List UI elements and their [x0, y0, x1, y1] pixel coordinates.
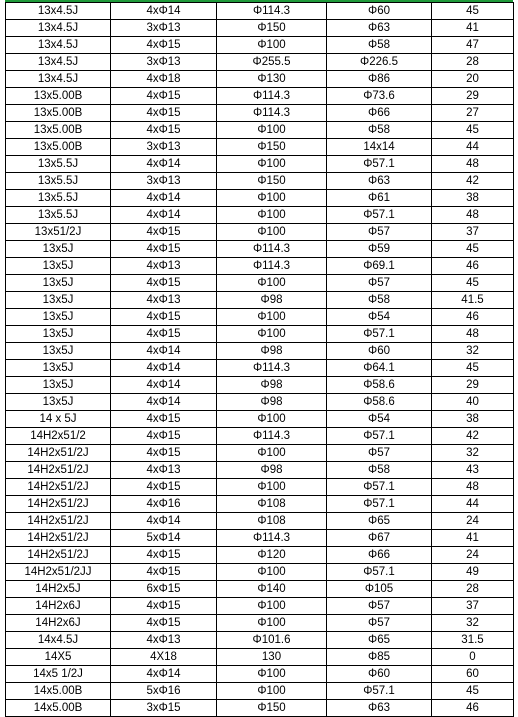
offset-cell: 45 [432, 360, 514, 377]
size-cell: 13x5.00B [6, 105, 111, 122]
center-bore-cell: Φ57 [327, 275, 432, 292]
size-cell: 13x5.00B [6, 139, 111, 156]
table-row [6, 326, 514, 343]
size-cell: 13x5.5J [6, 190, 111, 207]
table-row [6, 683, 514, 700]
bolt-pattern-cell: 4xΦ13 [111, 632, 217, 649]
pcd-cell: Φ114.3 [217, 258, 327, 275]
size-cell: 14H2x6J [6, 598, 111, 615]
center-bore-cell: Φ58 [327, 462, 432, 479]
center-bore-cell: Φ58.6 [327, 377, 432, 394]
size-cell: 14H2x51/2J [6, 513, 111, 530]
bolt-pattern-cell: 4xΦ16 [111, 496, 217, 513]
offset-cell: 43 [432, 462, 514, 479]
center-bore-cell: Φ57.1 [327, 207, 432, 224]
center-bore-cell: Φ63 [327, 173, 432, 190]
bolt-pattern-cell: 4xΦ15 [111, 224, 217, 241]
size-cell: 13x5J [6, 241, 111, 258]
pcd-cell: Φ150 [217, 700, 327, 717]
table-row [6, 71, 514, 88]
size-cell: 13x5.00B [6, 122, 111, 139]
center-bore-cell: Φ86 [327, 71, 432, 88]
bolt-pattern-cell: 3xΦ13 [111, 173, 217, 190]
center-bore-cell: Φ105 [327, 581, 432, 598]
offset-cell: 32 [432, 343, 514, 360]
pcd-cell: Φ100 [217, 411, 327, 428]
table-row [6, 88, 514, 105]
center-bore-cell: 14x14 [327, 139, 432, 156]
size-cell: 13x4.5J [6, 3, 111, 20]
size-cell: 14x5.00B [6, 683, 111, 700]
table-row [6, 292, 514, 309]
pcd-cell: Φ114.3 [217, 241, 327, 258]
size-cell: 13x4.5J [6, 71, 111, 88]
offset-cell: 48 [432, 479, 514, 496]
offset-cell: 45 [432, 683, 514, 700]
center-bore-cell: Φ58.6 [327, 394, 432, 411]
table-row [6, 54, 514, 71]
bolt-pattern-cell: 4xΦ15 [111, 479, 217, 496]
bolt-pattern-cell: 3xΦ13 [111, 139, 217, 156]
bolt-pattern-cell: 4xΦ13 [111, 462, 217, 479]
offset-cell: 0 [432, 649, 514, 666]
bolt-pattern-cell: 4xΦ13 [111, 258, 217, 275]
center-bore-cell: Φ58 [327, 37, 432, 54]
table-row [6, 411, 514, 428]
size-cell: 14H2x51/2J [6, 462, 111, 479]
offset-cell: 48 [432, 326, 514, 343]
pcd-cell: Φ114.3 [217, 3, 327, 20]
size-cell: 13x5J [6, 326, 111, 343]
size-cell: 14H2x51/2J [6, 547, 111, 564]
offset-cell: 27 [432, 105, 514, 122]
size-cell: 13x5.5J [6, 173, 111, 190]
bolt-pattern-cell: 4xΦ14 [111, 360, 217, 377]
table-row [6, 462, 514, 479]
pcd-cell: Φ100 [217, 309, 327, 326]
size-cell: 14x5 1/2J [6, 666, 111, 683]
bolt-pattern-cell: 4xΦ15 [111, 241, 217, 258]
offset-cell: 46 [432, 309, 514, 326]
table-row [6, 530, 514, 547]
offset-cell: 41 [432, 530, 514, 547]
bolt-pattern-cell: 4xΦ15 [111, 615, 217, 632]
center-bore-cell: Φ66 [327, 105, 432, 122]
bolt-pattern-cell: 4xΦ14 [111, 343, 217, 360]
offset-cell: 29 [432, 377, 514, 394]
table-row [6, 479, 514, 496]
table-row [6, 139, 514, 156]
bolt-pattern-cell: 4xΦ14 [111, 3, 217, 20]
table-row [6, 445, 514, 462]
pcd-cell: Φ108 [217, 513, 327, 530]
center-bore-cell: Φ63 [327, 20, 432, 37]
pcd-cell: Φ100 [217, 190, 327, 207]
offset-cell: 24 [432, 547, 514, 564]
pcd-cell: Φ255.5 [217, 54, 327, 71]
bolt-pattern-cell: 4xΦ14 [111, 513, 217, 530]
center-bore-cell: Φ59 [327, 241, 432, 258]
pcd-cell: Φ120 [217, 547, 327, 564]
offset-cell: 37 [432, 224, 514, 241]
table-row [6, 700, 514, 717]
offset-cell: 45 [432, 122, 514, 139]
center-bore-cell: Φ57.1 [327, 564, 432, 581]
offset-cell: 41.5 [432, 292, 514, 309]
center-bore-cell: Φ54 [327, 411, 432, 428]
size-cell: 13x5J [6, 258, 111, 275]
table-row [6, 156, 514, 173]
table-row [6, 632, 514, 649]
pcd-cell: Φ114.3 [217, 105, 327, 122]
bolt-pattern-cell: 4xΦ15 [111, 275, 217, 292]
size-cell: 14H2x51/2J [6, 445, 111, 462]
size-cell: 14X5 [6, 649, 111, 666]
table-row [6, 343, 514, 360]
offset-cell: 29 [432, 88, 514, 105]
size-cell: 13x5J [6, 309, 111, 326]
pcd-cell: Φ114.3 [217, 530, 327, 547]
bolt-pattern-cell: 4xΦ14 [111, 666, 217, 683]
pcd-cell: Φ100 [217, 598, 327, 615]
center-bore-cell: Φ67 [327, 530, 432, 547]
pcd-cell: Φ101.6 [217, 632, 327, 649]
table-row [6, 224, 514, 241]
offset-cell: 41 [432, 20, 514, 37]
pcd-cell: Φ130 [217, 71, 327, 88]
offset-cell: 44 [432, 496, 514, 513]
offset-cell: 38 [432, 190, 514, 207]
offset-cell: 24 [432, 513, 514, 530]
bolt-pattern-cell: 5xΦ14 [111, 530, 217, 547]
bolt-pattern-cell: 4xΦ18 [111, 71, 217, 88]
size-cell: 13x4.5J [6, 54, 111, 71]
pcd-cell: Φ98 [217, 343, 327, 360]
pcd-cell: Φ100 [217, 122, 327, 139]
table-row [6, 360, 514, 377]
offset-cell: 45 [432, 3, 514, 20]
size-cell: 14x4.5J [6, 632, 111, 649]
table-row [6, 377, 514, 394]
center-bore-cell: Φ57.1 [327, 496, 432, 513]
size-cell: 14H2x5J [6, 581, 111, 598]
size-cell: 14H2x51/2JJ [6, 564, 111, 581]
size-cell: 13x5J [6, 360, 111, 377]
table-row [6, 309, 514, 326]
offset-cell: 37 [432, 598, 514, 615]
size-cell: 13x4.5J [6, 20, 111, 37]
offset-cell: 45 [432, 241, 514, 258]
spec-table-container [5, 0, 513, 717]
center-bore-cell: Φ57.1 [327, 683, 432, 700]
offset-cell: 44 [432, 139, 514, 156]
size-cell: 13x5.5J [6, 207, 111, 224]
pcd-cell: Φ100 [217, 564, 327, 581]
table-row [6, 20, 514, 37]
table-row [6, 190, 514, 207]
table-row [6, 581, 514, 598]
offset-cell: 48 [432, 207, 514, 224]
wheel-spec-table [5, 2, 514, 717]
table-row [6, 173, 514, 190]
bolt-pattern-cell: 4xΦ15 [111, 428, 217, 445]
pcd-cell: Φ100 [217, 275, 327, 292]
size-cell: 14H2x51/2J [6, 496, 111, 513]
table-row [6, 615, 514, 632]
bolt-pattern-cell: 6xΦ15 [111, 581, 217, 598]
size-cell: 13x5J [6, 394, 111, 411]
size-cell: 13x5.00B [6, 88, 111, 105]
pcd-cell: Φ100 [217, 615, 327, 632]
pcd-cell: Φ100 [217, 224, 327, 241]
table-row [6, 547, 514, 564]
bolt-pattern-cell: 4xΦ13 [111, 292, 217, 309]
size-cell: 13x5J [6, 292, 111, 309]
pcd-cell: Φ100 [217, 683, 327, 700]
bolt-pattern-cell: 4xΦ14 [111, 377, 217, 394]
pcd-cell: Φ100 [217, 156, 327, 173]
pcd-cell: Φ98 [217, 394, 327, 411]
bolt-pattern-cell: 4xΦ14 [111, 156, 217, 173]
bolt-pattern-cell: 4xΦ15 [111, 105, 217, 122]
pcd-cell: Φ100 [217, 479, 327, 496]
table-row [6, 564, 514, 581]
center-bore-cell: Φ58 [327, 122, 432, 139]
center-bore-cell: Φ65 [327, 513, 432, 530]
offset-cell: 40 [432, 394, 514, 411]
table-row [6, 394, 514, 411]
center-bore-cell: Φ57 [327, 224, 432, 241]
center-bore-cell: Φ57 [327, 445, 432, 462]
offset-cell: 32 [432, 445, 514, 462]
offset-cell: 60 [432, 666, 514, 683]
center-bore-cell: Φ57.1 [327, 326, 432, 343]
offset-cell: 48 [432, 156, 514, 173]
pcd-cell: Φ114.3 [217, 428, 327, 445]
center-bore-cell: Φ60 [327, 666, 432, 683]
pcd-cell: Φ114.3 [217, 360, 327, 377]
offset-cell: 20 [432, 71, 514, 88]
pcd-cell: Φ100 [217, 326, 327, 343]
table-row [6, 258, 514, 275]
offset-cell: 46 [432, 700, 514, 717]
center-bore-cell: Φ65 [327, 632, 432, 649]
bolt-pattern-cell: 3xΦ13 [111, 54, 217, 71]
center-bore-cell: Φ57 [327, 615, 432, 632]
center-bore-cell: Φ85 [327, 649, 432, 666]
bolt-pattern-cell: 4xΦ15 [111, 88, 217, 105]
pcd-cell: Φ114.3 [217, 88, 327, 105]
table-row [6, 241, 514, 258]
table-row [6, 275, 514, 292]
pcd-cell: Φ150 [217, 173, 327, 190]
center-bore-cell: Φ226.5 [327, 54, 432, 71]
bolt-pattern-cell: 4xΦ14 [111, 190, 217, 207]
bolt-pattern-cell: 3xΦ15 [111, 700, 217, 717]
offset-cell: 42 [432, 173, 514, 190]
center-bore-cell: Φ58 [327, 292, 432, 309]
pcd-cell: Φ100 [217, 37, 327, 54]
size-cell: 13x5J [6, 343, 111, 360]
pcd-cell: Φ108 [217, 496, 327, 513]
pcd-cell: Φ100 [217, 445, 327, 462]
table-row [6, 496, 514, 513]
offset-cell: 28 [432, 54, 514, 71]
table-row [6, 207, 514, 224]
offset-cell: 46 [432, 258, 514, 275]
center-bore-cell: Φ57 [327, 598, 432, 615]
offset-cell: 45 [432, 275, 514, 292]
bolt-pattern-cell: 4X18 [111, 649, 217, 666]
pcd-cell: 130 [217, 649, 327, 666]
bolt-pattern-cell: 5xΦ16 [111, 683, 217, 700]
center-bore-cell: Φ57.1 [327, 156, 432, 173]
table-row [6, 513, 514, 530]
pcd-cell: Φ100 [217, 666, 327, 683]
center-bore-cell: Φ73.6 [327, 88, 432, 105]
bolt-pattern-cell: 4xΦ15 [111, 598, 217, 615]
bolt-pattern-cell: 4xΦ14 [111, 394, 217, 411]
offset-cell: 32 [432, 615, 514, 632]
table-row [6, 3, 514, 20]
bolt-pattern-cell: 4xΦ15 [111, 309, 217, 326]
offset-cell: 49 [432, 564, 514, 581]
bolt-pattern-cell: 4xΦ15 [111, 547, 217, 564]
offset-cell: 38 [432, 411, 514, 428]
size-cell: 13x5J [6, 377, 111, 394]
table-row [6, 598, 514, 615]
pcd-cell: Φ150 [217, 139, 327, 156]
center-bore-cell: Φ60 [327, 343, 432, 360]
bolt-pattern-cell: 4xΦ15 [111, 122, 217, 139]
bolt-pattern-cell: 4xΦ15 [111, 445, 217, 462]
size-cell: 14H2x51/2J [6, 530, 111, 547]
table-row [6, 649, 514, 666]
size-cell: 14H2x6J [6, 615, 111, 632]
center-bore-cell: Φ57.1 [327, 428, 432, 445]
size-cell: 14H2x51/2 [6, 428, 111, 445]
table-row [6, 428, 514, 445]
center-bore-cell: Φ54 [327, 309, 432, 326]
center-bore-cell: Φ63 [327, 700, 432, 717]
bolt-pattern-cell: 4xΦ15 [111, 37, 217, 54]
size-cell: 13x51/2J [6, 224, 111, 241]
center-bore-cell: Φ69.1 [327, 258, 432, 275]
size-cell: 13x5.5J [6, 156, 111, 173]
center-bore-cell: Φ60 [327, 3, 432, 20]
pcd-cell: Φ98 [217, 462, 327, 479]
bolt-pattern-cell: 4xΦ14 [111, 207, 217, 224]
center-bore-cell: Φ61 [327, 190, 432, 207]
bolt-pattern-cell: 3xΦ13 [111, 20, 217, 37]
center-bore-cell: Φ57.1 [327, 479, 432, 496]
offset-cell: 28 [432, 581, 514, 598]
table-row [6, 666, 514, 683]
table-row [6, 122, 514, 139]
table-body [6, 3, 514, 717]
bolt-pattern-cell: 4xΦ15 [111, 411, 217, 428]
pcd-cell: Φ150 [217, 20, 327, 37]
size-cell: 13x5J [6, 275, 111, 292]
size-cell: 13x4.5J [6, 37, 111, 54]
table-row [6, 105, 514, 122]
table-row [6, 37, 514, 54]
pcd-cell: Φ98 [217, 292, 327, 309]
bolt-pattern-cell: 4xΦ15 [111, 326, 217, 343]
size-cell: 14x5.00B [6, 700, 111, 717]
pcd-cell: Φ140 [217, 581, 327, 598]
offset-cell: 42 [432, 428, 514, 445]
size-cell: 14 x 5J [6, 411, 111, 428]
size-cell: 14H2x51/2J [6, 479, 111, 496]
center-bore-cell: Φ64.1 [327, 360, 432, 377]
pcd-cell: Φ98 [217, 377, 327, 394]
offset-cell: 47 [432, 37, 514, 54]
bolt-pattern-cell: 4xΦ15 [111, 564, 217, 581]
center-bore-cell: Φ66 [327, 547, 432, 564]
pcd-cell: Φ100 [217, 207, 327, 224]
offset-cell: 31.5 [432, 632, 514, 649]
